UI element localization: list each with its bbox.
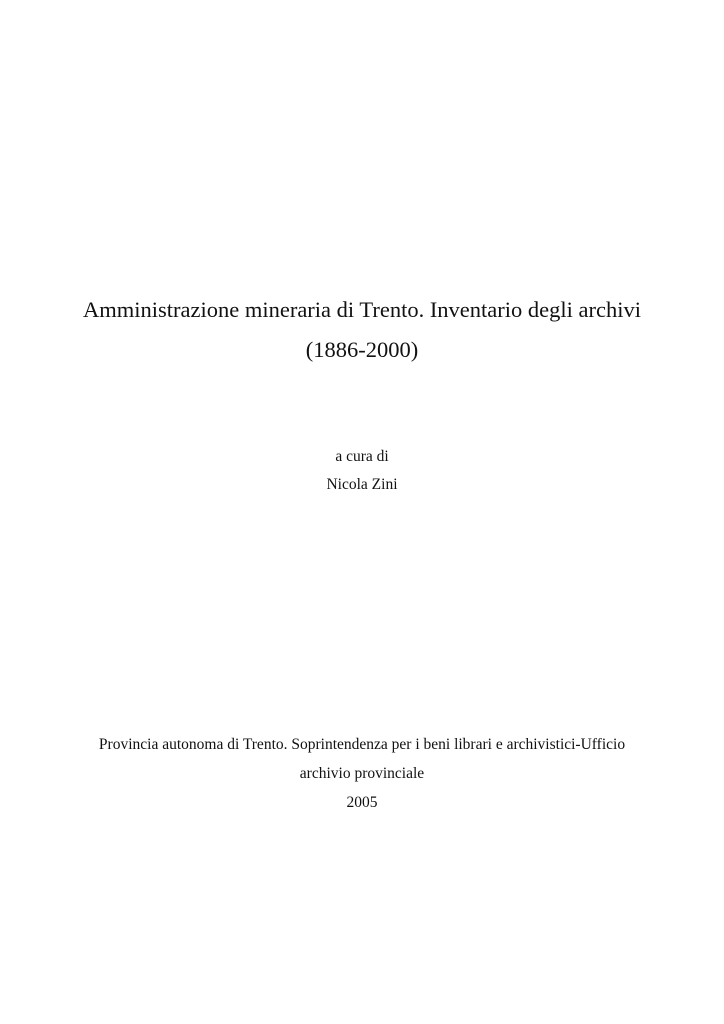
title-line-2: (1886-2000) (305, 337, 419, 362)
publisher-line-1: Provincia autonoma di Trento. Soprintendenza per i beni librari e archivistici-Ufficio (98, 736, 626, 753)
publication-year: 2005 (346, 794, 378, 811)
editor-credit (0, 443, 724, 499)
editor-name: Nicola Zini (326, 476, 398, 493)
publisher-line-2: archivio provinciale (299, 765, 425, 782)
title-line-1: Amministrazione mineraria di Trento. Inventario degli archivi (83, 297, 641, 322)
editor-label: a cura di (335, 448, 389, 465)
document-title (0, 290, 724, 370)
publisher-info (0, 730, 724, 817)
